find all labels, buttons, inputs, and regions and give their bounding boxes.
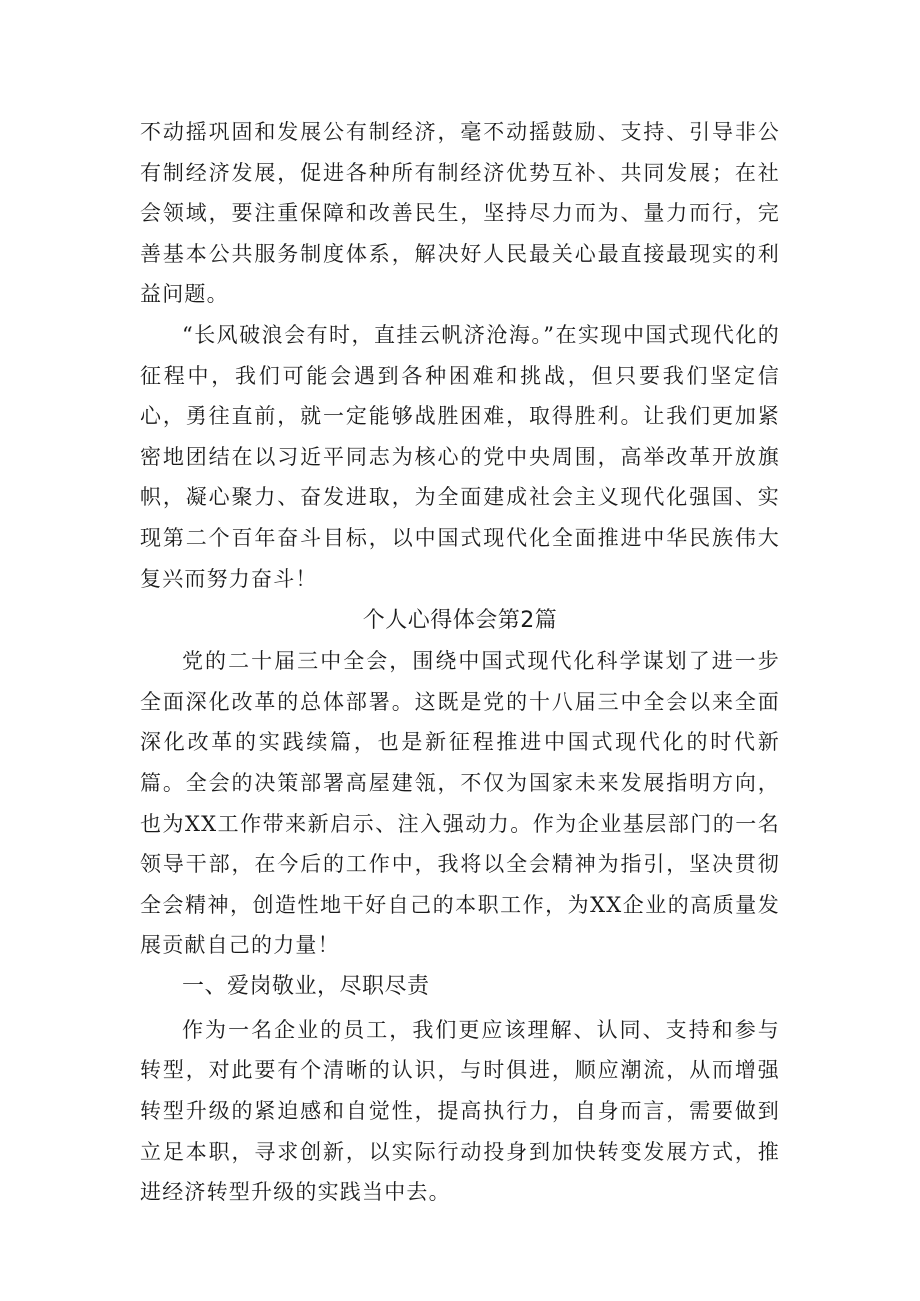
paragraph-quote: “长风破浪会有时，直挂云帆济沧海。”在实现中国式现代化的征程中，我们可能会遇到各种困难和挑战，但只要我们坚定信心，勇往直前，就一定能够战胜困难，取得胜利。让我们更加紧密地团结在以习近平同志为核心的党中央周围，高举改革开放旗帜，凝心聚力、奋发进取，为全面建成社会主义现代化强国、实现第二个百年奋斗目标，以中国式现代化全面推进中华民族伟大复兴而努力奋斗！ bbox=[140, 322, 780, 591]
section-title: 个人心得体会第2篇 bbox=[362, 608, 558, 634]
document-body bbox=[140, 112, 780, 1213]
paragraph-continued: 不动摇巩固和发展公有制经济，毫不动摇鼓励、支持、引导非公有制经济发展，促进各种所有制经济优势互补、共同发展；在社会领域，要注重保障和改善民生，坚持尽力而为、量力而行，完善基本公共服务制度体系，解决好人民最关心最直接最现实的利益问题。 bbox=[140, 120, 780, 307]
paragraph-intro: 党的二十届三中全会，围绕中国式现代化科学谋划了进一步全面深化改革的总体部署。这既是党的十八届三中全会以来全面深化改革的实践续篇，也是新征程推进中国式现代化的时代新篇。全会的决策部署高屋建瓴，不仅为国家未来发展指明方向，也为XX工作带来新启示、注入强动力。作为企业基层部门的一名领导干部，在今后的工作中，我将以全会精神为指引，坚决贯彻全会精神，创造性地干好自己的本职工作，为XX企业的高质量发展贡献自己的力量！ bbox=[140, 649, 780, 958]
paragraph-body: 作为一名企业的员工，我们更应该理解、认同、支持和参与转型，对此要有个清晰的认识，与时俱进，顺应潮流，从而增强转型升级的紧迫感和自觉性，提高执行力，自身而言，需要做到立足本职，寻求创新，以实际行动投身到加快转变发展方式，推进经济转型升级的实践当中去。 bbox=[140, 1017, 780, 1205]
subheading: 一、爱岗敬业，尽职尽责 bbox=[182, 973, 430, 999]
